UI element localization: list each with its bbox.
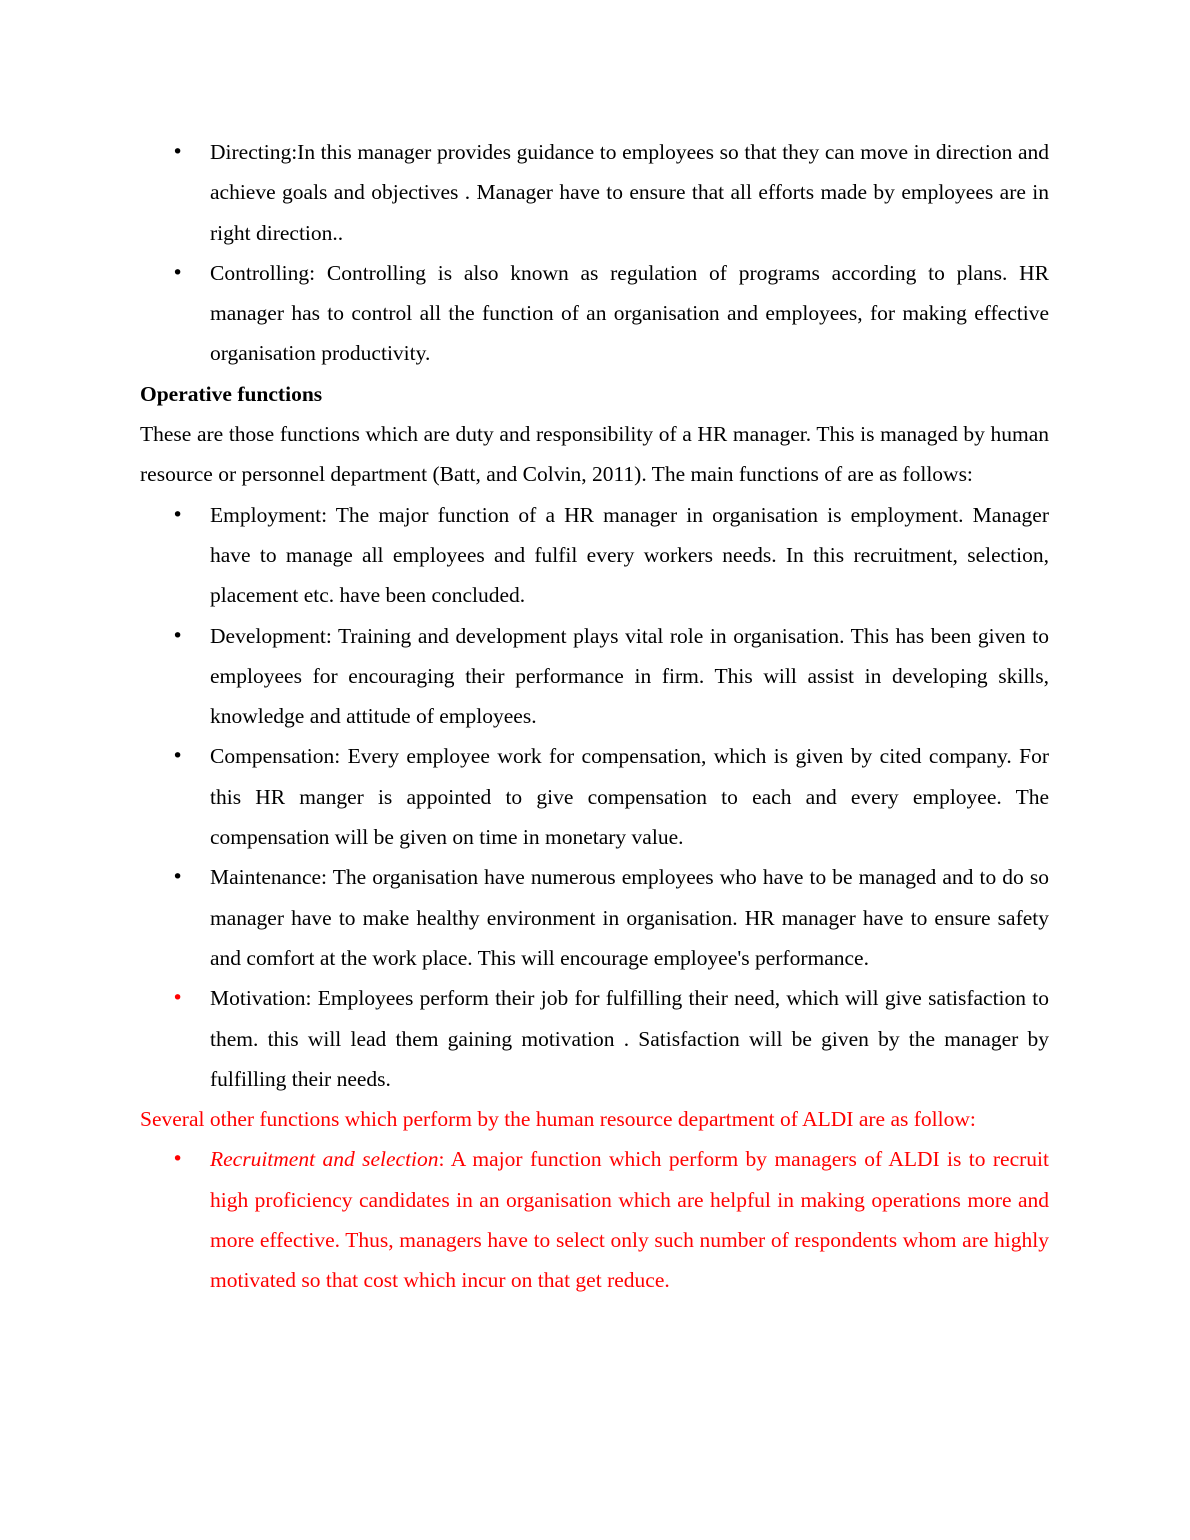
list-item-maintenance bbox=[172, 857, 1049, 978]
list-item-text: Motivation: Employees perform their job for fulfilling their need, which will give satisfaction to them. this will lead them gaining motivation . Satisfaction will be given by the manager by fulfilling their needs. bbox=[210, 986, 1049, 1091]
bullet-icon: • bbox=[172, 1148, 184, 1171]
management-functions-list bbox=[140, 132, 1049, 374]
list-item-recruitment bbox=[172, 1139, 1049, 1300]
bullet-icon: • bbox=[172, 624, 184, 647]
other-functions-list bbox=[140, 1139, 1049, 1300]
bullet-icon: • bbox=[172, 866, 184, 889]
list-item-compensation bbox=[172, 736, 1049, 857]
other-functions-intro: Several other functions which perform by the human resource department of ALDI are as follow: bbox=[140, 1107, 976, 1132]
section-heading-operative-functions: Operative functions bbox=[140, 381, 323, 406]
list-item-text: Employment: The major function of a HR manager in organisation is employment. Manager have to manage all employees and fulfil every workers needs. In this recruitment, selection, placement etc. have been concluded. bbox=[210, 502, 1049, 608]
list-item-text: Controlling: Controlling is also known as regulation of programs according to plans. HR manager has to control all the function of an organisation and employees, for making effective organisation productivity. bbox=[210, 260, 1049, 366]
operative-intro-paragraph: These are those functions which are duty and responsibility of a HR manager. This is managed by human resource or personnel department (Batt, and Colvin, 2011). The main functions of are as follows: bbox=[140, 422, 1049, 487]
list-item-motivation bbox=[172, 978, 1049, 1099]
list-item-term: Recruitment and selection bbox=[210, 1147, 439, 1172]
list-item-text: Compensation: Every employee work for compensation, which is given by cited company. For this HR manger is appointed to give compensation to each and every employee. The compensation will be given on time in monetary value. bbox=[210, 744, 1049, 850]
operative-functions-list bbox=[140, 495, 1049, 1099]
list-item-text: Development: Training and development plays vital role in organisation. This has been given to employees for encouraging their performance in firm. This will assist in developing skills, knowledge and attitude of employees. bbox=[210, 623, 1049, 729]
list-item-development bbox=[172, 616, 1049, 737]
bullet-icon: • bbox=[172, 503, 184, 526]
bullet-icon: • bbox=[172, 987, 184, 1010]
bullet-icon: • bbox=[172, 745, 184, 768]
document-page bbox=[140, 132, 1049, 1301]
list-item-text: Directing:In this manager provides guidance to employees so that they can move in direction and achieve goals and objectives . Manager have to ensure that all efforts made by employees are in right direction.. bbox=[210, 140, 1049, 245]
list-item-text: Maintenance: The organisation have numerous employees who have to be managed and to do so manager have to make healthy environment in organisation. HR manager have to ensure safety and comfort at the work place. This will encourage employee's performance. bbox=[210, 865, 1049, 970]
bullet-icon: • bbox=[172, 141, 184, 163]
bullet-icon: • bbox=[172, 261, 184, 284]
list-item-employment bbox=[172, 495, 1049, 616]
list-item-controlling bbox=[172, 253, 1049, 374]
list-item-directing bbox=[172, 132, 1049, 253]
list-item-text: : A major function which perform by managers of ALDI is to recruit high proficiency candidates in an organisation which are helpful in making operations more and more effective. Thus, managers have to select only such number of respondents whom are highly motivated so that cost which incur on that get reduce. bbox=[210, 1147, 1049, 1293]
